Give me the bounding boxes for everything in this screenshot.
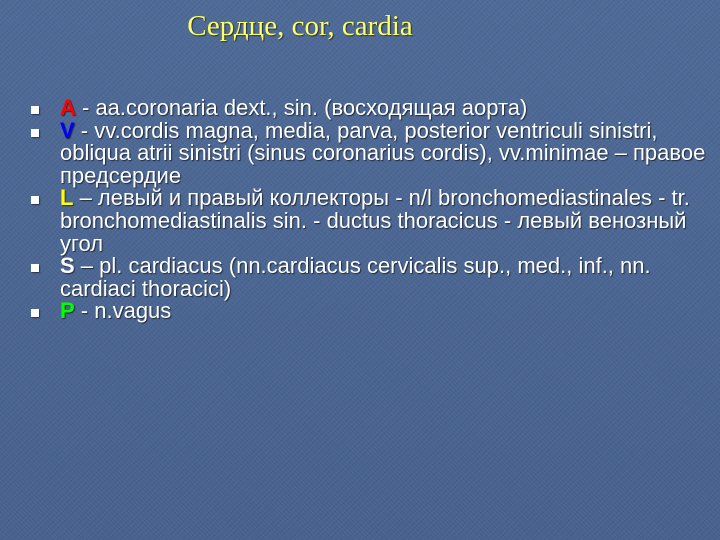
bullet-letter: S	[60, 253, 75, 279]
bullet-text: - aa.coronaria dext., sin. (восходящая аорта)	[75, 95, 528, 120]
slide-title: Сердце, cor, cardia	[187, 10, 413, 42]
square-bullet-icon	[31, 129, 39, 137]
square-bullet-icon	[31, 309, 39, 317]
bullet-item-veins	[30, 117, 710, 188]
bullet-letter: P	[60, 298, 75, 324]
bullet-item-parasympathetic	[30, 300, 710, 323]
bullet-item-sympathetic	[30, 255, 710, 300]
square-bullet-icon	[31, 264, 39, 272]
bullet-text: - n.vagus	[74, 298, 172, 324]
bullet-text: - vv.cordis magna, media, parva, posterior ventriculi sinistri, obliqua atrii sinistri (sinus coronarius cordis), vv.minimae – правое предсердие	[60, 117, 706, 188]
bullet-item-lymph	[30, 187, 710, 255]
bullet-letter: L	[60, 185, 74, 211]
square-bullet-icon	[31, 196, 39, 204]
bullet-text: – pl. cardiacus (nn.cardiacus cervicalis sup., med., inf., nn. cardiaci thoracici)	[60, 253, 651, 301]
bullet-letter: V	[60, 117, 75, 143]
bullet-list	[30, 97, 710, 323]
bullet-item-arteries	[30, 97, 710, 120]
square-bullet-icon	[31, 106, 39, 114]
bullet-letter: A	[60, 95, 76, 120]
bullet-text: – левый и правый коллекторы - n/l bronchomediastinales - tr. bronchomediastinalis sin. - ductus thoracicus - левый венозный угол	[60, 185, 690, 256]
